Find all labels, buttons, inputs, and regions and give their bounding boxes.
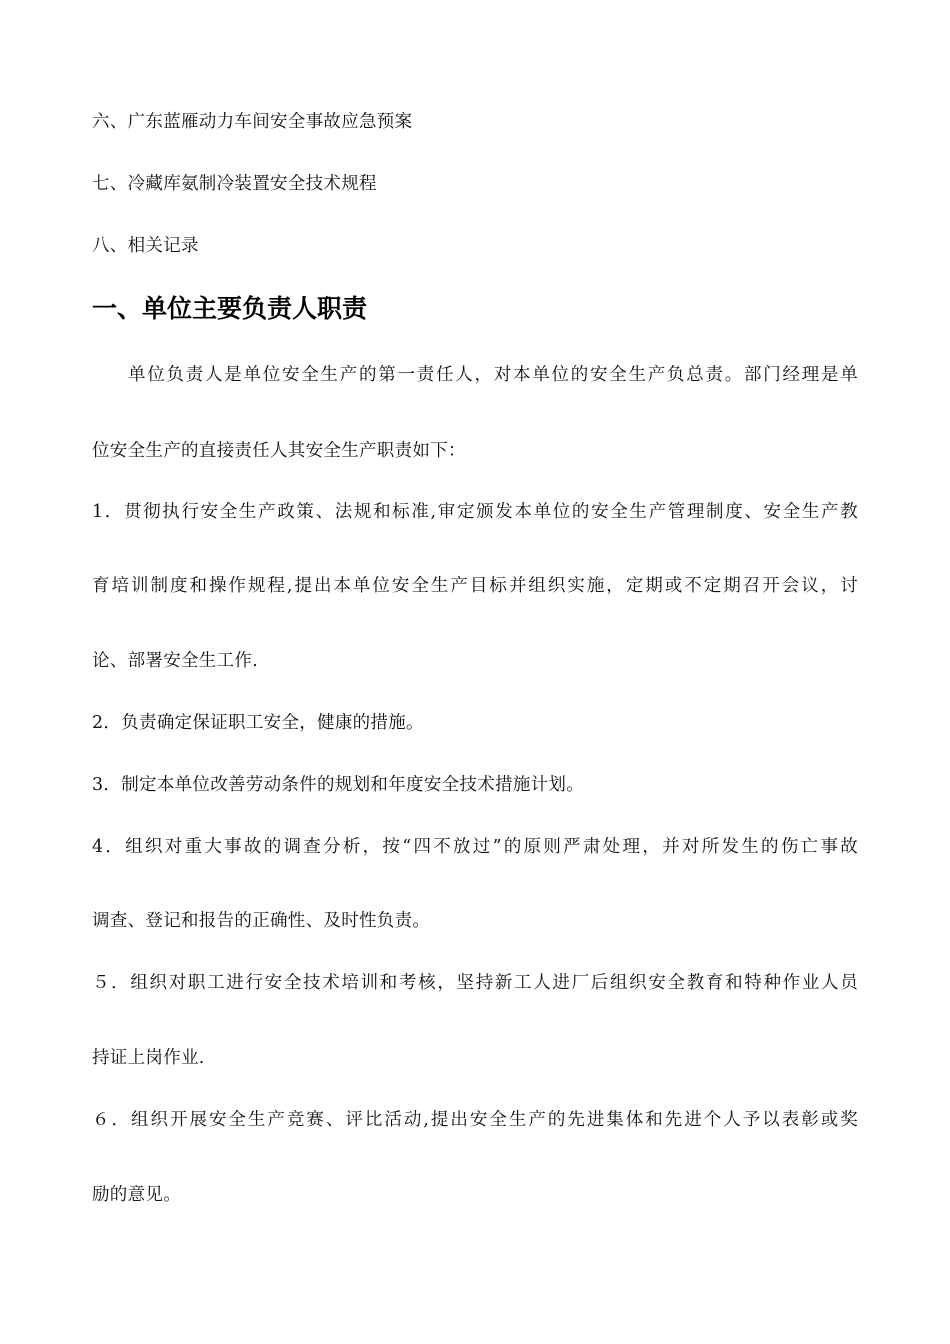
intro-line-1: 单位负责人是单位安全生产的第一责任人，对本单位的安全生产负总责。部门经理是单 [128,365,858,385]
duty-item-2: 2．负责确定保证职工安全，健康的措施。 [92,713,424,733]
duty-item-4-line-2: 调查、登记和报告的正确性、及时性负责。 [92,911,431,931]
duty-item-5-line-2: 持证上岗作业. [92,1048,205,1068]
duty-item-1-line-2: 育培训制度和操作规程,提出本单位安全生产目标并组织实施，定期或不定期召开会议，讨 [92,576,858,596]
duty-item-1-line-1: 1．贯彻执行安全生产政策、法规和标准,审定颁发本单位的安全生产管理制度、安全生产教 [92,502,858,522]
toc-item-6: 六、广东蓝雁动力车间安全事故应急预案 [92,112,413,132]
duty-item-5-line-1: ５．组织对职工进行安全技术培训和考核，坚持新工人进厂后组织安全教育和特种作业人员 [92,973,858,993]
duty-item-1-line-3: 论、部署安全生工作. [92,651,259,671]
duty-item-4-line-1: 4．组织对重大事故的调查分析，按“四不放过”的原则严肃处理，并对所发生的伤亡事故 [92,837,858,857]
toc-item-8: 八、相关记录 [92,236,199,256]
duty-item-6-line-2: 励的意见。 [92,1185,181,1205]
duty-item-6-line-1: ６．组织开展安全生产竞赛、评比活动,提出安全生产的先进集体和先进个人予以表彰或奖 [92,1110,858,1130]
section-heading: 一、单位主要负责人职责 [92,294,368,323]
toc-item-7: 七、冷藏库氨制冷装置安全技术规程 [92,174,377,194]
duty-item-3: 3．制定本单位改善劳动条件的规划和年度安全技术措施计划。 [92,775,585,795]
intro-line-2: 位安全生产的直接责任人其安全生产职责如下： [92,441,466,461]
